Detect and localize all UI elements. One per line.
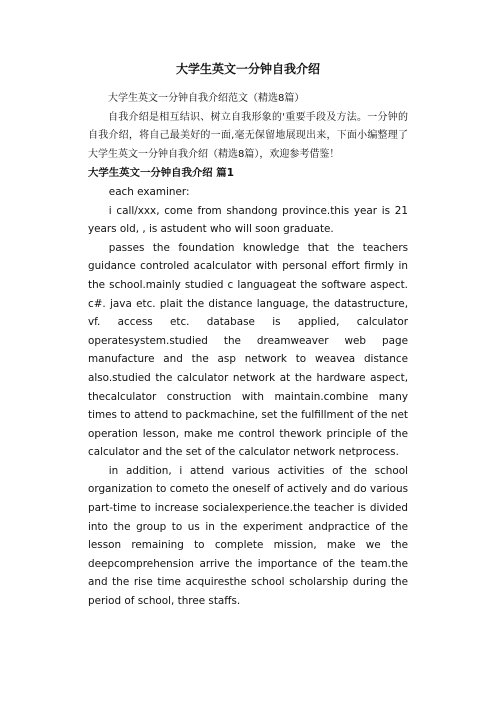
paragraph-greeting: each examiner:: [108, 185, 190, 198]
document-subtitle: 大学生英文一分钟自我介绍范文（精选8篇）: [108, 93, 305, 104]
document-title: 大学生英文一分钟自我介绍: [175, 62, 320, 76]
section-heading: 大学生英文一分钟自我介绍 篇1: [88, 167, 234, 180]
paragraph-activities: in addition, i attend various activities of the school organization to cometo the oneself of actively and do various part-time to increase socialexperience.the teacher is divided into the group to us in the experiment andpractice of the lesson remaining to complete mission, make we the deepcomprehension arrive the importance of the team.the and the rise time acquiresthe school scholarship during the period of school, three staffs.: [88, 464, 408, 608]
paragraph-introduction: i call/xxx, come from shandong province.this year is 21 years old, , is astudent who will soon graduate.: [88, 204, 408, 236]
intro-paragraph: 自我介绍是相互结识、树立自我形象的'重要手段及方法。一分钟的自我介绍，将自己最美好的一面,毫无保留地展现出来，下面小编整理了大学生英文一分钟自我介绍（精选8篇），欢迎参考借鉴！: [88, 111, 408, 160]
paragraph-studies: passes the foundation knowledge that the teachers guidance controled acalculator with personal effort firmly in the school.mainly studied c languageat the software aspect. c#. java etc. plait the distance language, the datastructure, vf. access etc. database is applied, calculator operatesystem.studied the dreamweaver web page manufacture and the asp network to weavea distance also.studied the calculator network at the hardware aspect, thecalculator construction with maintain.combine many times to attend to packmachine, set the fulfillment of the net operation lesson, make me control thework principle of the calculator and the set of the calculator network netprocess.: [88, 241, 408, 459]
